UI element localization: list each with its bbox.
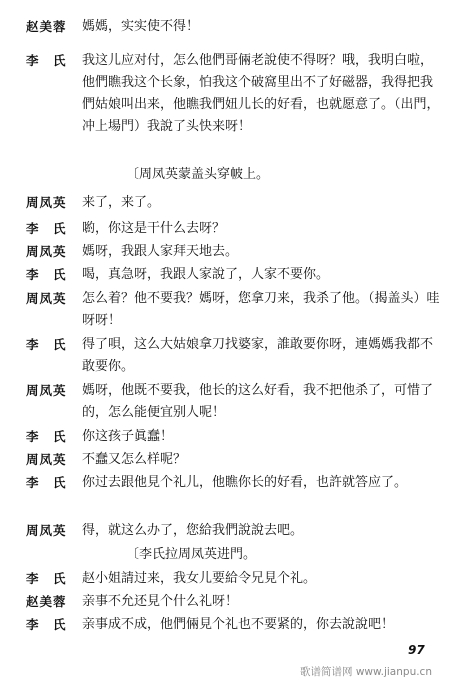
line-text: 你这孩子眞蠢！ bbox=[82, 429, 174, 444]
speaker-name: 李 氏 bbox=[26, 221, 67, 236]
line-text: 你过去跟他見个礼儿，他瞧你长的好看，也許就答应了。 bbox=[82, 475, 408, 490]
stage-direction-text: 〔周凤英蒙盖头穿帔上。 bbox=[126, 167, 270, 182]
line-text: 喝，真急呀，我跟人家說了，人家不要你。 bbox=[82, 267, 330, 282]
speaker-name: 李 氏 bbox=[26, 53, 67, 68]
line-text: 得了唄，这么大姑娘拿刀找婆家，誰敢要你呀，連媽媽我都不敢要你。 bbox=[82, 337, 434, 374]
speaker-name: 李 氏 bbox=[26, 337, 67, 352]
line-text: 媽呀，他既不要我，他长的这么好看，我不把他杀了，可惜了的，怎么能便宜别人呢！ bbox=[82, 383, 434, 420]
speaker-name: 李 氏 bbox=[26, 571, 67, 586]
speaker-name: 赵美蓉 bbox=[26, 594, 67, 609]
line-text: 我这儿应对付，怎么他們哥倆老說使不得呀？哦，我明白啦，他們瞧我这个长象，怕我这个破窩里出不了好磁器，我得把我們姑娘叫出来，他瞧我們妞儿长的好看，也就愿意了。（出門，冲上場門）我說了头快来呀！ bbox=[82, 53, 440, 134]
line-text: 得，就这么办了，您給我們說說去吧。 bbox=[82, 523, 304, 538]
speaker-name: 李 氏 bbox=[26, 617, 67, 632]
page-number: 97 bbox=[408, 643, 425, 657]
speaker-name: 李 氏 bbox=[26, 267, 67, 282]
speaker-name: 周凤英 bbox=[26, 195, 67, 210]
speaker-name: 周凤英 bbox=[26, 383, 67, 398]
speaker-name: 周凤英 bbox=[26, 244, 67, 259]
speaker-name: 周凤英 bbox=[26, 291, 67, 306]
speaker-name: 李 氏 bbox=[26, 475, 67, 490]
line-text: 赵小姐請过来，我女儿要給令兄見个礼。 bbox=[82, 571, 317, 586]
line-text: 亲事成不成，他們倆見个礼也不要紧的，你去說說吧！ bbox=[82, 617, 395, 632]
line-text: 怎么着？他不要我？媽呀，您拿刀来，我杀了他。（揭盖头）哇呀呀！ bbox=[82, 291, 440, 328]
speaker-name: 赵美蓉 bbox=[26, 19, 67, 34]
speaker-name: 周凤英 bbox=[26, 452, 67, 467]
stage-direction-text: 〔李氏拉周凤英进門。 bbox=[126, 547, 257, 562]
line-text: 喲，你这是干什么去呀？ bbox=[82, 221, 226, 236]
line-text: 不蠢又怎么样呢？ bbox=[82, 452, 187, 467]
line-text: 亲事不允还見个什么礼呀！ bbox=[82, 594, 239, 609]
line-text: 媽媽，实实使不得！ bbox=[82, 19, 200, 34]
line-text: 来了，来了。 bbox=[82, 195, 161, 210]
watermark: 歌谱简谱网 www.jianpu.cn bbox=[300, 666, 432, 678]
speaker-name: 李 氏 bbox=[26, 429, 67, 444]
line-text: 媽呀，我跟人家拜天地去。 bbox=[82, 244, 239, 259]
speaker-name: 周凤英 bbox=[26, 523, 67, 538]
